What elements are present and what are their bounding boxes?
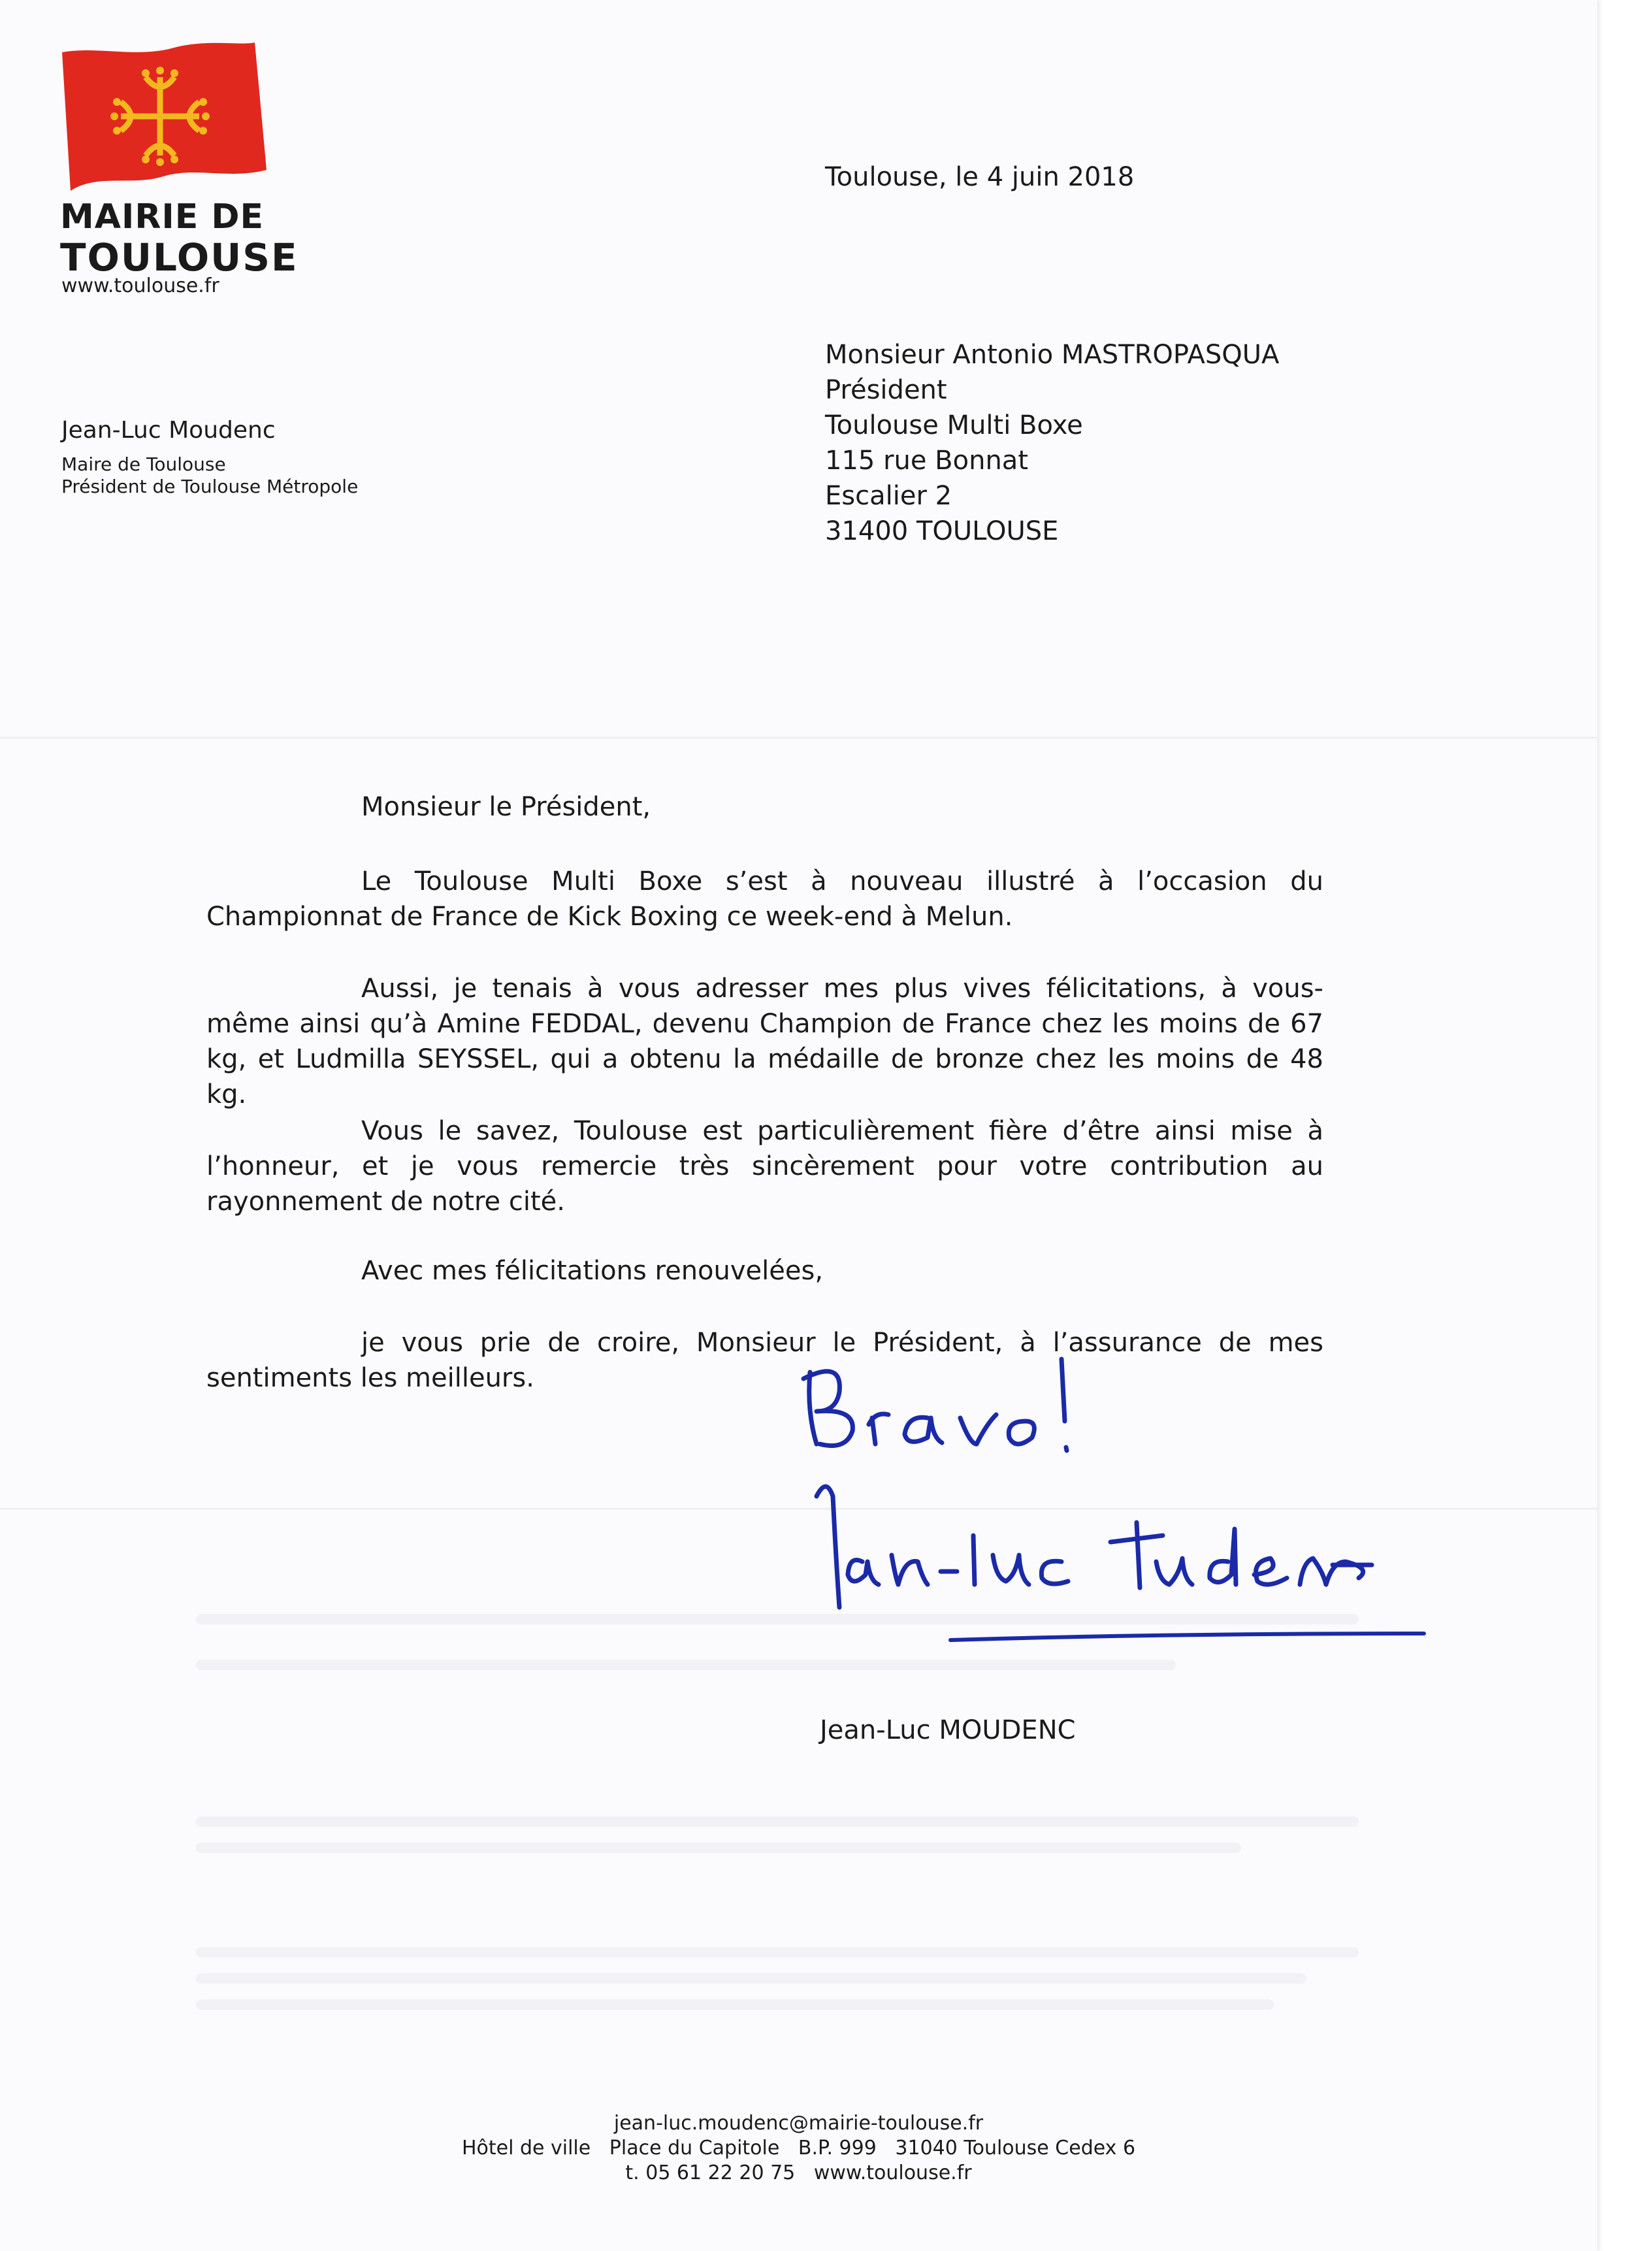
- body-paragraph: Vous le savez, Toulouse est particulièrement fière d’être ainsi mise à l’honneur, et je vous remercie très sincèrement pour votre contribution au rayonnement de notre cité.: [206, 1116, 1323, 1217]
- footer-address: Hôtel de ville Place du Capitole B.P. 999 31040 Toulouse Cedex 6: [461, 2137, 1136, 2160]
- handwritten-bravo-and-signature: [771, 1346, 1476, 1686]
- signature-name: Jean-Luc MOUDENC: [820, 1715, 1076, 1745]
- body-paragraph: Avec mes félicitations renouvelées,: [361, 1256, 824, 1286]
- bleed-through-mark: [196, 1999, 1274, 2010]
- occitan-cross-flag-logo: [59, 39, 268, 196]
- recipient-line: 115 rue Bonnat: [825, 446, 1028, 476]
- bleed-through-mark: [196, 1660, 1176, 1670]
- recipient-line: 31400 TOULOUSE: [825, 516, 1059, 546]
- body-paragraph: Aussi, je tenais à vous adresser mes plus vives félicitations, à vous-même ainsi qu’à Amine FEDDAL, devenu Champion de France chez les moins de 67 kg, et Ludmilla SEYSSEL, qui a obtenu la médaille de bronze chez les moins de 48 kg.: [206, 974, 1323, 1109]
- recipient-line: Escalier 2: [825, 481, 952, 511]
- bleed-through-mark: [196, 1614, 1359, 1624]
- body-paragraph: je vous prie de croire, Monsieur le Président, à l’assurance de mes sentiments les meilleurs.: [206, 1328, 1323, 1393]
- logo-text-line-1: MAIRIE DE: [60, 197, 265, 237]
- sender-name: Jean-Luc Moudenc: [61, 417, 276, 444]
- bleed-through-mark: [196, 1947, 1359, 1958]
- recipient-line: Président: [825, 375, 947, 405]
- sender-role: Président de Toulouse Métropole: [61, 476, 359, 497]
- recipient-line: Toulouse Multi Boxe: [825, 410, 1083, 440]
- salutation: Monsieur le Président,: [361, 792, 651, 822]
- recipient-address: [825, 337, 1279, 549]
- recipient-line: Monsieur Antonio MASTROPASQUA: [825, 340, 1280, 370]
- footer-contact: t. 05 61 22 20 75 www.toulouse.fr: [625, 2161, 972, 2184]
- bleed-through-mark: [196, 1843, 1241, 1853]
- logo-website: www.toulouse.fr: [61, 274, 219, 297]
- paper-fold-line: [0, 737, 1597, 739]
- footer-email: jean-luc.moudenc@mairie-toulouse.fr: [613, 2112, 984, 2135]
- logo-text-line-2: TOULOUSE: [60, 235, 299, 280]
- body-paragraph: Le Toulouse Multi Boxe s’est à nouveau illustré à l’occasion du Championnat de France de Kick Boxing ce week-end à Melun.: [206, 866, 1323, 932]
- sender-role: Maire de Toulouse: [61, 453, 226, 475]
- bleed-through-mark: [196, 1816, 1359, 1827]
- letter-date: Toulouse, le 4 juin 2018: [825, 162, 1135, 192]
- bleed-through-mark: [196, 1973, 1306, 1984]
